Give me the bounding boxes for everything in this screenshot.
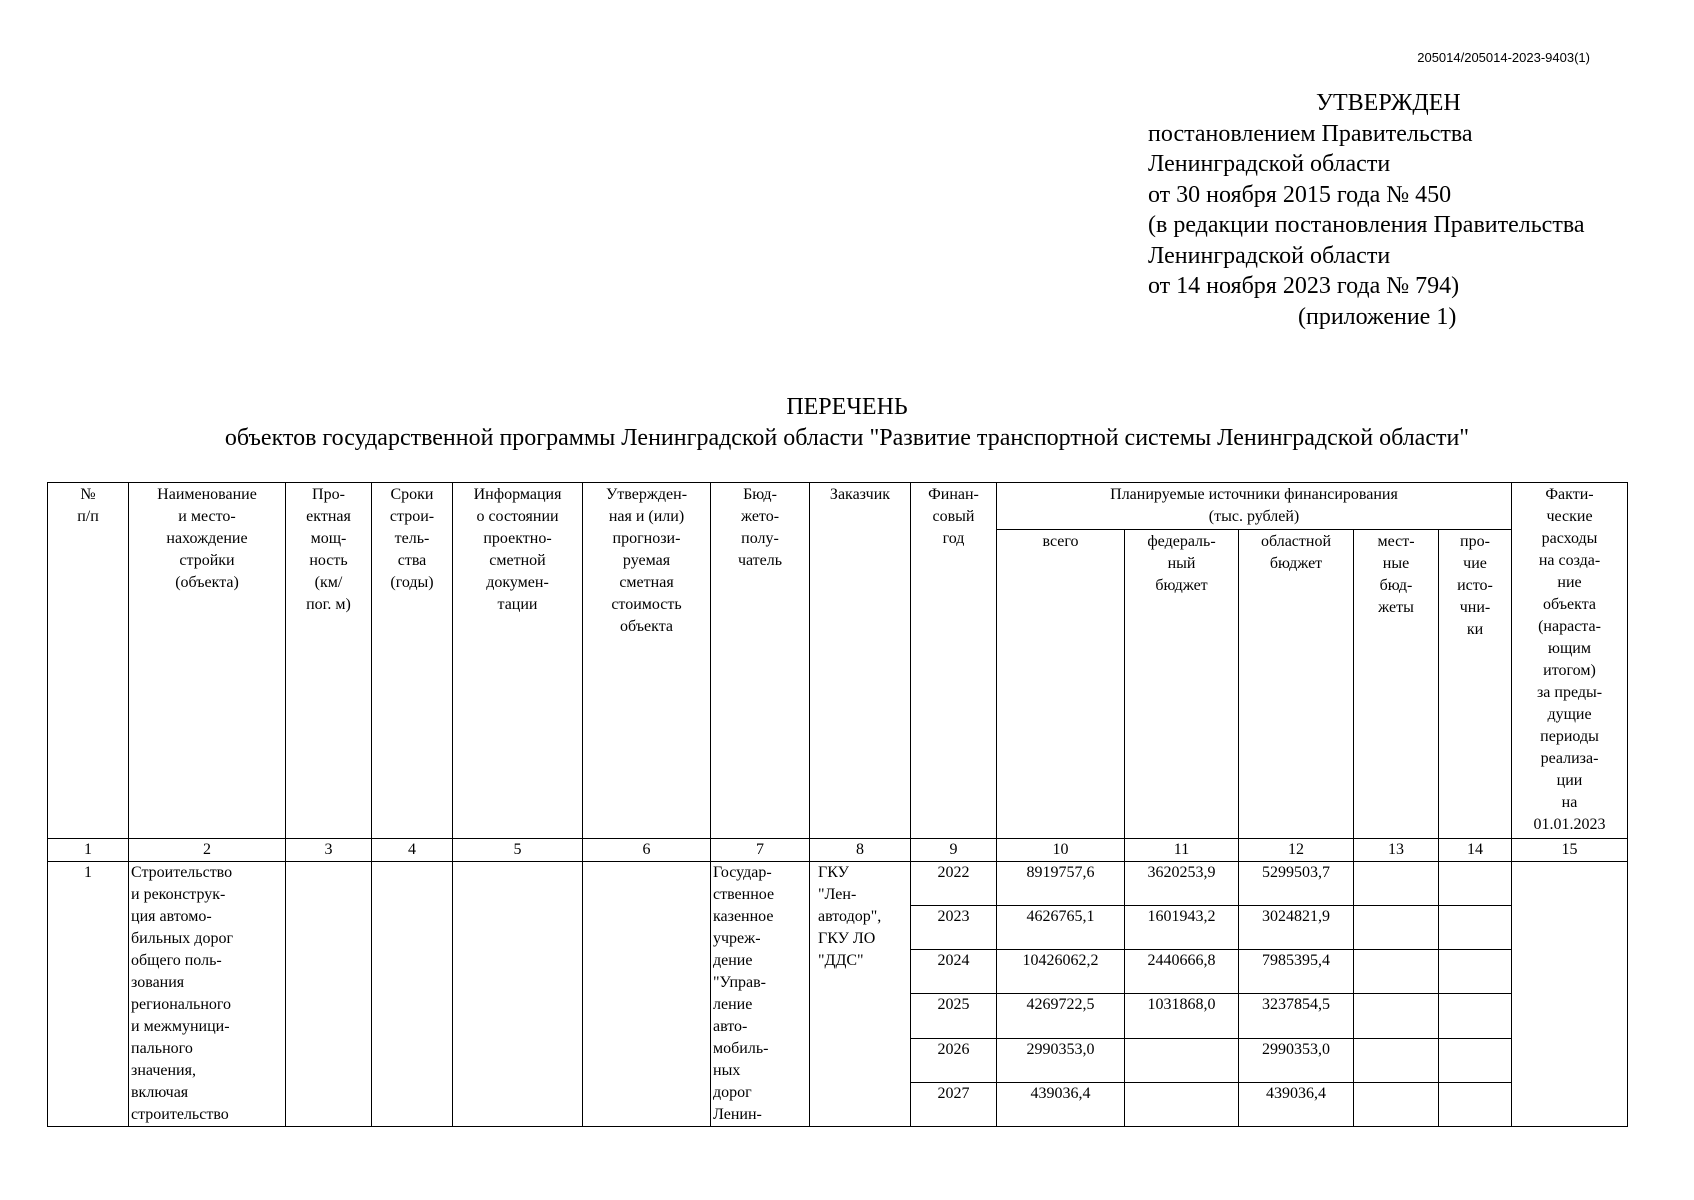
regional-cell: 5299503,7 bbox=[1239, 862, 1354, 906]
year-cell: 2026 bbox=[911, 1038, 997, 1082]
document-number: 205014/205014-2023-9403(1) bbox=[1417, 50, 1590, 65]
terms-cell bbox=[372, 862, 453, 1127]
column-number: 14 bbox=[1439, 839, 1512, 862]
capacity-cell bbox=[286, 862, 372, 1127]
year-cell: 2025 bbox=[911, 994, 997, 1038]
column-number: 13 bbox=[1354, 839, 1439, 862]
approval-heading: УТВЕРЖДЕН bbox=[1316, 90, 1461, 116]
recipient-cell: Государ- ственное казенное учреж- дение "Управ- ление авто- мобиль- ных дорог Ленин- bbox=[711, 862, 810, 1127]
total-cell: 439036,4 bbox=[997, 1082, 1125, 1126]
total-cell: 8919757,6 bbox=[997, 862, 1125, 906]
document-title bbox=[0, 392, 1694, 454]
year-cell: 2022 bbox=[911, 862, 997, 906]
column-number: 6 bbox=[583, 839, 711, 862]
header-regional: областной бюджет bbox=[1239, 530, 1354, 839]
header-total: всего bbox=[997, 530, 1125, 839]
header-federal: федераль- ный бюджет bbox=[1125, 530, 1239, 839]
regional-cell: 7985395,4 bbox=[1239, 950, 1354, 994]
local-cell bbox=[1354, 1082, 1439, 1126]
federal-cell bbox=[1125, 1038, 1239, 1082]
regional-cell: 439036,4 bbox=[1239, 1082, 1354, 1126]
regional-cell: 3024821,9 bbox=[1239, 906, 1354, 950]
other-cell bbox=[1439, 862, 1512, 906]
object-name: Строительство и реконструк- ция автомо- бильных дорог общего поль- зования регионального и межмуници- пального значения, включая строительство bbox=[129, 862, 286, 1127]
federal-cell: 3620253,9 bbox=[1125, 862, 1239, 906]
year-cell: 2023 bbox=[911, 906, 997, 950]
local-cell bbox=[1354, 906, 1439, 950]
header-name: Наименование и место- нахождение стройки (объекта) bbox=[129, 483, 286, 839]
other-cell bbox=[1439, 1082, 1512, 1126]
approval-line: Ленинградской области bbox=[1148, 242, 1391, 269]
approval-line: Ленинградской области bbox=[1148, 151, 1391, 177]
header-actual: Факти- ческие расходы на созда- ние объекта (нараста- ющим итогом) за преды- дущие периоды реализа- ции на 01.01.2023 bbox=[1512, 483, 1628, 839]
header-local: мест- ные бюд- жеты bbox=[1354, 530, 1439, 839]
column-number: 15 bbox=[1512, 839, 1628, 862]
federal-cell: 1031868,0 bbox=[1125, 994, 1239, 1038]
header-num: № п/п bbox=[48, 483, 129, 839]
column-numbers-row bbox=[48, 839, 1628, 862]
column-number: 9 bbox=[911, 839, 997, 862]
year-cell: 2027 bbox=[911, 1082, 997, 1126]
total-cell: 4269722,5 bbox=[997, 994, 1125, 1038]
column-number: 7 bbox=[711, 839, 810, 862]
total-cell: 4626765,1 bbox=[997, 906, 1125, 950]
header-terms: Сроки строи- тель- ства (годы) bbox=[372, 483, 453, 839]
other-cell bbox=[1439, 1038, 1512, 1082]
header-capacity: Про- ектная мощ- ность (км/ пог. м) bbox=[286, 483, 372, 839]
approval-appendix: (приложение 1) bbox=[1298, 303, 1457, 330]
regional-cell: 2990353,0 bbox=[1239, 1038, 1354, 1082]
header-sources: Планируемые источники финансирования (тыс. рублей) bbox=[997, 483, 1512, 530]
total-cell: 2990353,0 bbox=[997, 1038, 1125, 1082]
actual-cell bbox=[1512, 862, 1628, 1127]
federal-cell: 1601943,2 bbox=[1125, 906, 1239, 950]
column-number: 11 bbox=[1125, 839, 1239, 862]
federal-cell: 2440666,8 bbox=[1125, 950, 1239, 994]
local-cell bbox=[1354, 862, 1439, 906]
approval-line: (в редакции постановления Правительства bbox=[1148, 212, 1585, 238]
table-row bbox=[48, 862, 1628, 906]
column-number: 1 bbox=[48, 839, 129, 862]
local-cell bbox=[1354, 994, 1439, 1038]
header-cost: Утвержден- ная и (или) прогнози- руемая сметная стоимость объекта bbox=[583, 483, 711, 839]
header-year: Финан- совый год bbox=[911, 483, 997, 839]
title-heading: ПЕРЕЧЕНЬ bbox=[786, 394, 908, 420]
docs-cell bbox=[453, 862, 583, 1127]
header-row bbox=[48, 483, 1628, 530]
approval-line: постановлением Правительства bbox=[1148, 120, 1473, 147]
column-number: 8 bbox=[810, 839, 911, 862]
header-docs: Информация о состоянии проектно- сметной докумен- тации bbox=[453, 483, 583, 839]
approval-block bbox=[1148, 88, 1678, 332]
column-number: 5 bbox=[453, 839, 583, 862]
regional-cell: 3237854,5 bbox=[1239, 994, 1354, 1038]
approval-line: от 14 ноября 2023 года № 794) bbox=[1148, 273, 1460, 299]
column-number: 12 bbox=[1239, 839, 1354, 862]
column-number: 4 bbox=[372, 839, 453, 862]
header-other: про- чие исто- чни- ки bbox=[1439, 530, 1512, 839]
title-subheading: объектов государственной программы Ленинградской области "Развитие транспортной системы Ленинградской области" bbox=[224, 425, 1470, 451]
column-number: 2 bbox=[129, 839, 286, 862]
federal-cell bbox=[1125, 1082, 1239, 1126]
header-recipient: Бюд- жето- полу- чатель bbox=[711, 483, 810, 839]
customer-cell: ГКУ "Лен- автодор", ГКУ ЛО "ДДС" bbox=[810, 862, 911, 1127]
column-number: 3 bbox=[286, 839, 372, 862]
year-cell: 2024 bbox=[911, 950, 997, 994]
row-number: 1 bbox=[48, 862, 129, 1127]
objects-table bbox=[47, 482, 1628, 1127]
header-customer: Заказчик bbox=[810, 483, 911, 839]
column-number: 10 bbox=[997, 839, 1125, 862]
local-cell bbox=[1354, 950, 1439, 994]
other-cell bbox=[1439, 994, 1512, 1038]
cost-cell bbox=[583, 862, 711, 1127]
local-cell bbox=[1354, 1038, 1439, 1082]
total-cell: 10426062,2 bbox=[997, 950, 1125, 994]
other-cell bbox=[1439, 906, 1512, 950]
other-cell bbox=[1439, 950, 1512, 994]
approval-line: от 30 ноября 2015 года № 450 bbox=[1148, 181, 1452, 208]
